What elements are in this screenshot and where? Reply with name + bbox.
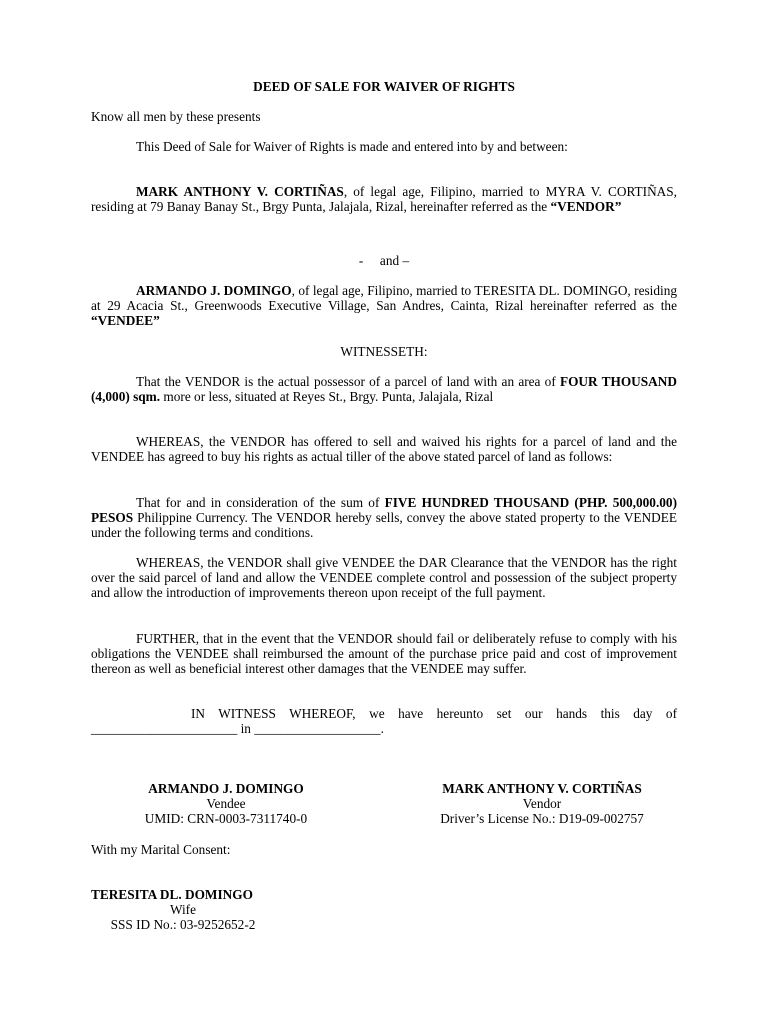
witness-line-1: IN WITNESS WHEREOF, we have hereunto set our hands this day of — [191, 706, 677, 721]
vendor-signatory-role: Vendor — [522, 796, 562, 812]
vendor-name: MARK ANTHONY V. CORTIÑAS — [136, 184, 344, 199]
possession-paragraph: That the VENDOR is the actual possessor of a parcel of land with an area of FOUR THOUSAND (4,000) sqm. more or less, situated at Reyes St., Brgy. Punta, Jalajala, Rizal — [91, 374, 677, 405]
wife-signature-block — [91, 887, 275, 933]
intro-paragraph: This Deed of Sale for Waiver of Rights is made and entered into by and between: — [136, 139, 568, 154]
vendor-signatory-name: MARK ANTHONY V. CORTIÑAS — [442, 781, 642, 796]
opening-line: Know all men by these presents — [91, 109, 261, 124]
vendee-signature-block — [96, 781, 356, 827]
vendee-name: ARMANDO J. DOMINGO — [136, 283, 292, 298]
vendor-description: , of legal age, Filipino, married to MYRA V. CORTIÑAS, residing at 79 Banay Banay St., Brgy Punta, Jalajala, Rizal, hereinafter referred as the — [91, 184, 677, 215]
vendee-paragraph — [91, 283, 677, 329]
vendor-signatory-id: Driver’s License No.: D19-09-002757 — [440, 811, 644, 827]
vendor-paragraph — [91, 184, 677, 214]
vendee-signatory-name: ARMANDO J. DOMINGO — [148, 781, 304, 796]
further-paragraph: FURTHER, that in the event that the VENDOR should fail or deliberately refuse to comply with his obligations the VENDEE shall reimbursed the amount of the purchase price paid and cost of improvement thereon as well as beneficial interest other damages that the VENDEE may suffer. — [91, 631, 677, 677]
vendee-signatory-id: UMID: CRN-0003-7311740-0 — [144, 811, 308, 827]
vendee-role: “VENDEE” — [91, 313, 160, 329]
vendor-role: “VENDOR” — [550, 199, 622, 215]
wife-id: SSS ID No.: 03-9252652-2 — [110, 917, 256, 933]
marital-consent-label: With my Marital Consent: — [91, 842, 231, 857]
consideration-amount: FIVE HUNDRED THOUSAND (PHP. 500,000.00) PESOS — [91, 495, 677, 526]
whereas-clearance-paragraph: WHEREAS, the VENDOR shall give VENDEE the DAR Clearance that the VENDOR has the right over the said parcel of land and allow the VENDEE complete control and possession of the subject property and allow the introduction of improvements thereon upon receipt of the full payment. — [91, 555, 677, 601]
document-title: DEED OF SALE FOR WAIVER OF RIGHTS — [253, 79, 515, 94]
wife-name: TERESITA DL. DOMINGO — [91, 887, 253, 902]
and-separator: - and – — [358, 253, 410, 268]
land-area: FOUR THOUSAND (4,000) sqm. — [91, 374, 677, 405]
whereas-offer-paragraph: WHEREAS, the VENDOR has offered to sell and waived his rights for a parcel of land and the VENDEE has agreed to buy his rights as actual tiller of the above stated parcel of land as follows: — [91, 434, 677, 465]
witnesseth-heading: WITNESSETH: — [340, 344, 428, 359]
consideration-paragraph: That for and in consideration of the sum of FIVE HUNDRED THOUSAND (PHP. 500,000.00) PESOS Philippine Currency. The VENDOR hereby sells, convey the above stated property to the VENDEE under the following terms and conditions. — [91, 495, 677, 541]
vendee-description: , of legal age, Filipino, married to TERESITA DL. DOMINGO, residing at 29 Acacia St., Greenwoods Executive Village, San Andres, Cainta, Rizal hereinafter referred as the — [91, 283, 677, 314]
wife-role: Wife — [169, 902, 197, 918]
witness-line-2: ______________________ in ___________________. — [91, 721, 384, 736]
vendor-signature-block — [402, 781, 682, 827]
vendee-signatory-role: Vendee — [206, 796, 246, 812]
